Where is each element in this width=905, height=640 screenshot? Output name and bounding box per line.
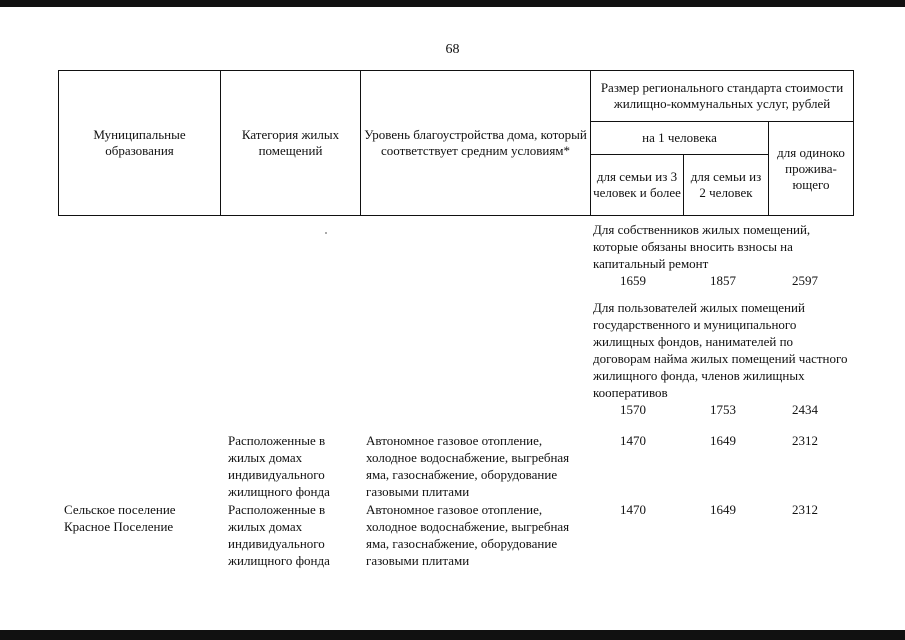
header-level: Уровень благоустройства дома, который соответствует средним условиям* <box>361 71 591 216</box>
row2-value-family2: 1649 <box>710 502 736 517</box>
row1-value-family3: 1470 <box>620 433 646 448</box>
header-family2: для семьи из 2 человек <box>684 155 769 216</box>
bottom-scan-border <box>0 630 905 640</box>
row2-municipality: Сельское поселение Красное Поселение <box>64 502 176 534</box>
row2-value-family3: 1470 <box>620 502 646 517</box>
top-scan-border <box>0 0 905 7</box>
row1-category: Расположенные в жилых домах индивидуального жилищного фонда <box>228 433 330 499</box>
header-per-person: на 1 человека <box>591 122 769 155</box>
header-size: Размер регионального стандарта стоимости жилищно-коммунальных услуг, рублей <box>591 71 854 122</box>
scan-speck <box>325 232 327 234</box>
row1-value-single: 2312 <box>792 433 818 448</box>
table-header <box>58 70 854 216</box>
row2-level: Автономное газовое отопление, холодное водоснабжение, выгребная яма, газоснабжение, оборудование газовыми плитами <box>366 502 570 568</box>
row2-value-single: 2312 <box>792 502 818 517</box>
header-municipal: Муниципальные образования <box>59 71 221 216</box>
header-single: для одиноко прожива- ющего <box>769 122 854 216</box>
page-number: 68 <box>445 42 460 57</box>
header-category: Категория жилых помещений <box>221 71 361 216</box>
users-label: Для пользователей жилых помещений государственного и муниципального жилищных фондов, нанимателей по договорам найма жилых помещений частного жилищного фонда, членов жилищных кооперативов <box>593 300 848 400</box>
users-value-single: 2434 <box>792 402 818 417</box>
users-value-family2: 1753 <box>710 402 736 417</box>
header-family3: для семьи из 3 человек и более <box>591 155 684 216</box>
owners-label: Для собственников жилых помещений, которые обязаны вносить взносы на капитальный ремонт <box>593 222 811 271</box>
owners-value-family2: 1857 <box>710 273 736 288</box>
owners-value-family3: 1659 <box>620 273 646 288</box>
row1-level: Автономное газовое отопление, холодное водоснабжение, выгребная яма, газоснабжение, оборудование газовыми плитами <box>366 433 570 499</box>
users-value-family3: 1570 <box>620 402 646 417</box>
row2-category: Расположенные в жилых домах индивидуального жилищного фонда <box>228 502 330 568</box>
row1-value-family2: 1649 <box>710 433 736 448</box>
owners-value-single: 2597 <box>792 273 818 288</box>
